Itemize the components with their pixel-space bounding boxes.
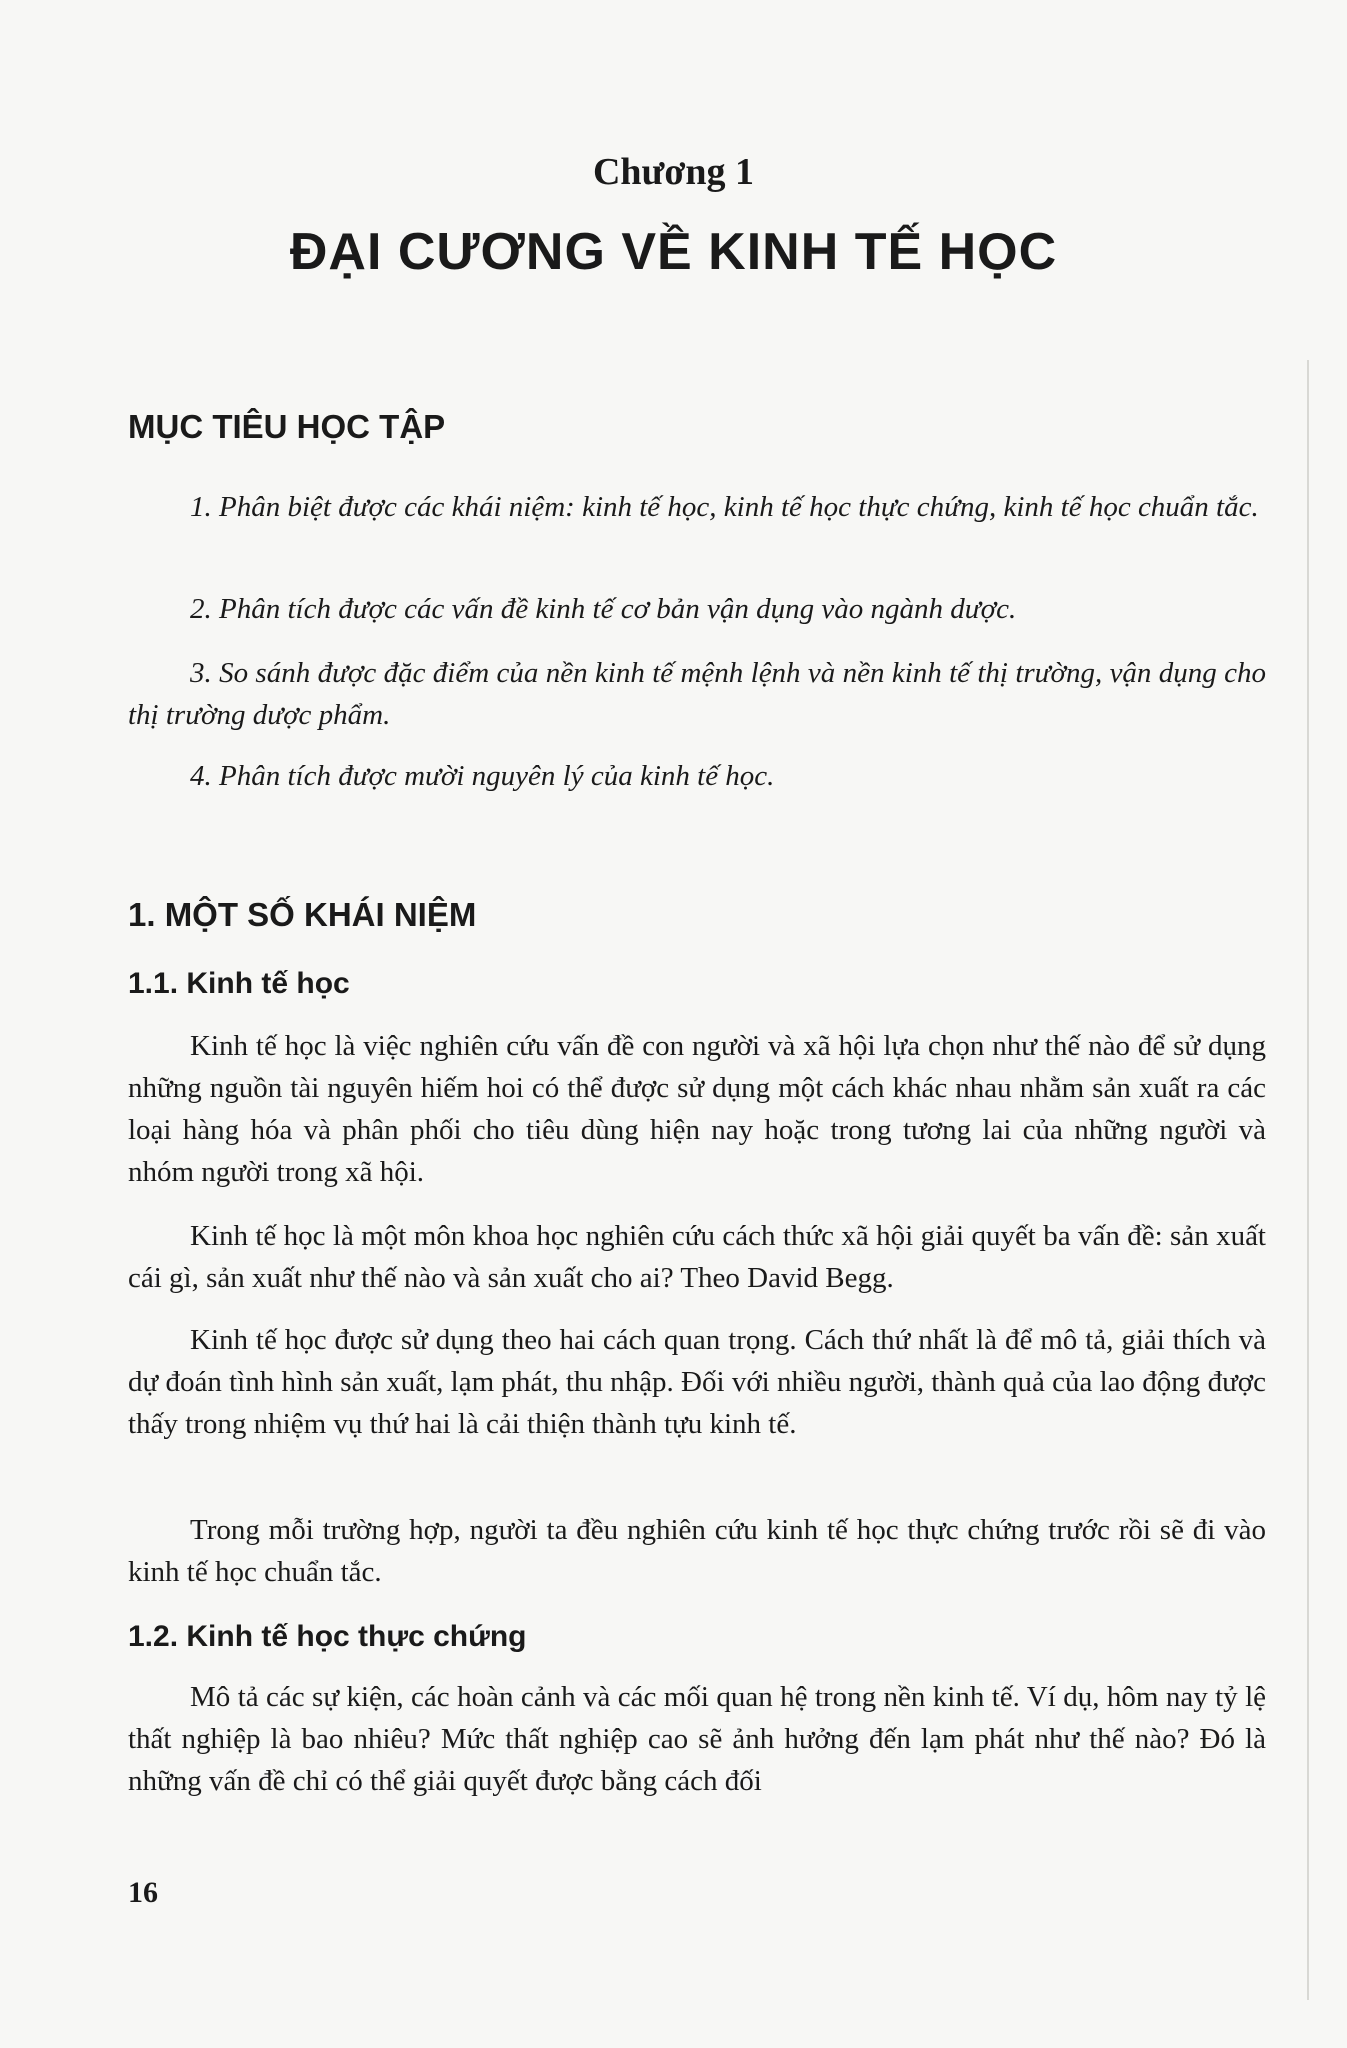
chapter-label: Chương 1 [592,151,755,193]
objectives-heading: MỤC TIÊU HỌC TẬP [128,408,446,445]
paragraph-1-1-d: Trong mỗi trường hợp, người ta đều nghiên cứu kinh tế học thực chứng trước rồi sẽ đi vào kinh tế học chuẩn tắc. [128,1514,1266,1588]
page-number: 16 [128,1876,158,1909]
scan-edge-line [1307,360,1309,2000]
paragraph-1-1-c: Kinh tế học được sử dụng theo hai cách quan trọng. Cách thứ nhất là để mô tả, giải thích và dự đoán tình hình sản xuất, lạm phát, thu nhập. Đối với nhiều người, thành quả của lao động được thấy trong nhiệm vụ thứ hai là cải thiện thành tựu kinh tế. [128,1324,1266,1440]
objective-item-2: 2. Phân tích được các vấn đề kinh tế cơ bản vận dụng vào ngành dược. [190,593,1017,625]
chapter-title: ĐẠI CƯƠNG VỀ KINH TẾ HỌC [289,223,1058,281]
subsection-1-2-heading: 1.2. Kinh tế học thực chứng [128,1620,527,1653]
objective-item-3: 3. So sánh được đặc điểm của nền kinh tế mệnh lệnh và nền kinh tế thị trường, vận dụng cho thị trường dược phẩm. [128,657,1266,731]
objective-item-1: 1. Phân biệt được các khái niệm: kinh tế học, kinh tế học thực chứng, kinh tế học chuẩn tắc. [190,491,1259,523]
subsection-1-1-heading: 1.1. Kinh tế học [128,967,350,1000]
paragraph-1-2-a: Mô tả các sự kiện, các hoàn cảnh và các mối quan hệ trong nền kinh tế. Ví dụ, hôm nay tỷ lệ thất nghiệp là bao nhiêu? Mức thất nghiệp cao sẽ ảnh hưởng đến lạm phát như thế nào? Đó là những vấn đề chỉ có thể giải quyết được bằng cách đối [128,1681,1266,1797]
paragraph-1-1-b: Kinh tế học là một môn khoa học nghiên cứu cách thức xã hội giải quyết ba vấn đề: sản xuất cái gì, sản xuất như thế nào và sản xuất cho ai? Theo David Begg. [128,1220,1266,1294]
objective-item-4: 4. Phân tích được mười nguyên lý của kinh tế học. [190,760,775,792]
section-1-heading: 1. MỘT SỐ KHÁI NIỆM [128,896,477,933]
paragraph-1-1-a: Kinh tế học là việc nghiên cứu vấn đề con người và xã hội lựa chọn như thế nào để sử dụng những nguồn tài nguyên hiếm hoi có thể được sử dụng một cách khác nhau nhằm sản xuất ra các loại hàng hóa và phân phối cho tiêu dùng hiện nay hoặc trong tương lai của những người và nhóm người trong xã hội. [128,1030,1266,1188]
